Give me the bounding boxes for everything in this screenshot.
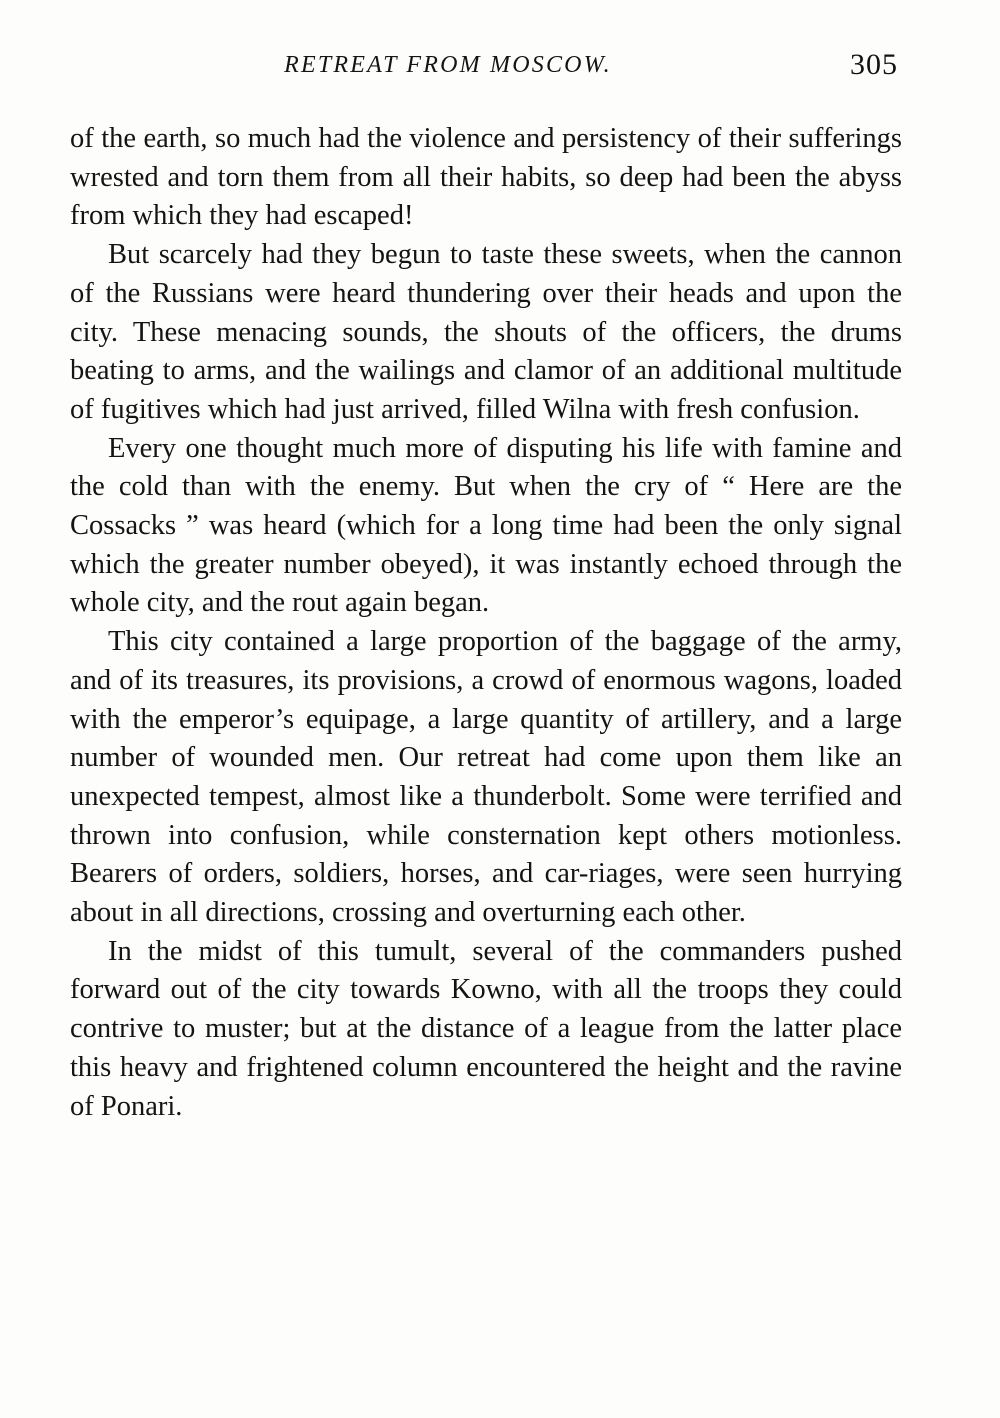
paragraph: Every one thought much more of disputing his life with famine and the cold than with the enemy. But when the cry of “ Here are the Cossacks ” was heard (which for a long time had been the only signal which the greater number obeyed), it was instantly echoed through the whole city, and the rout again began. bbox=[70, 432, 902, 619]
page-header bbox=[68, 48, 898, 98]
paragraph: This city contained a large proportion of the baggage of the army, and of its treasures, its provisions, a crowd of enormous wagons, loaded with the emperor’s equipage, a large quantity of artillery, and a large number of wounded men. Our retreat had come upon them like an unexpected tempest, almost like a thunderbolt. Some were terrified and thrown into confusion, while consternation kept others motionless. Bearers of orders, soldiers, horses, and car-riages, were seen hurrying about in all directions, crossing and overturning each other. bbox=[70, 626, 902, 929]
paragraph: of the earth, so much had the violence and persistency of their sufferings wrested and torn them from all their habits, so deep had been the abyss from which they had escaped! bbox=[70, 123, 902, 232]
paragraph: But scarcely had they begun to taste these sweets, when the cannon of the Russians were heard thundering over their heads and upon the city. These menacing sounds, the shouts of the officers, the drums beating to arms, and the wailings and clamor of an additional multitude of fugitives which had just arrived, filled Wilna with fresh confusion. bbox=[70, 239, 902, 425]
running-title: RETREAT FROM MOSCOW. bbox=[284, 52, 612, 78]
page-number: 305 bbox=[850, 48, 898, 81]
page-body bbox=[70, 120, 902, 1126]
paragraph: In the midst of this tumult, several of the commanders pushed forward out of the city towards Kowno, with all the troops they could contrive to muster; but at the distance of a league from the latter place this heavy and frightened column encountered the height and the ravine of Ponari. bbox=[70, 935, 902, 1122]
